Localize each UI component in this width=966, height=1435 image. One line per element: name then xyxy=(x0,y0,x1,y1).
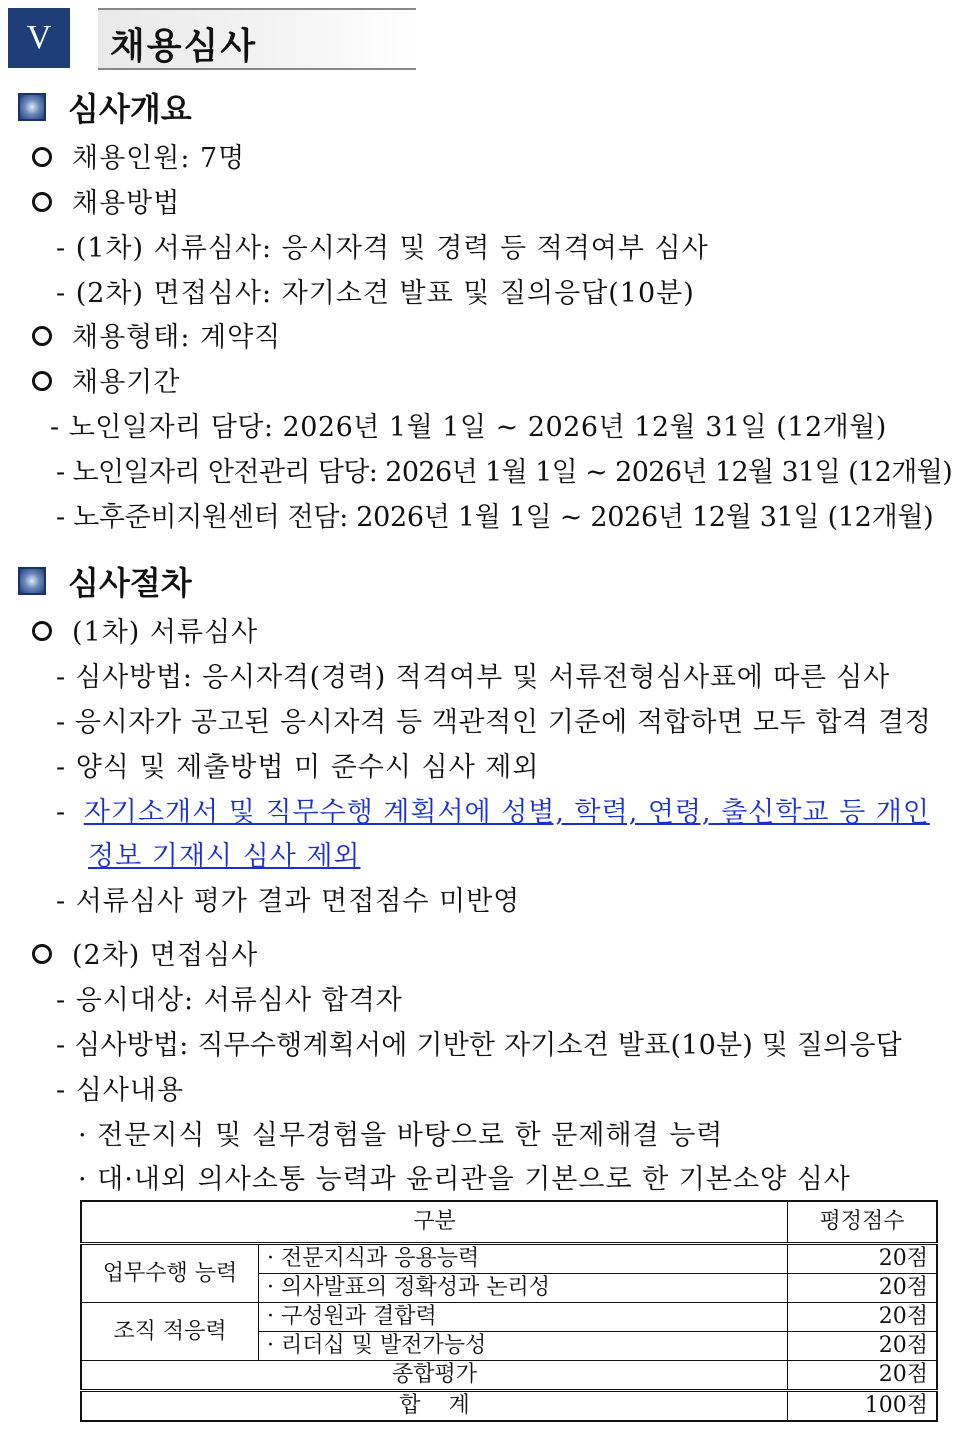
section-title-text: 심사개요 xyxy=(68,90,192,128)
list-item: - (2차) 면접심사: 자기소견 발표 및 질의응답(10분) xyxy=(56,278,695,309)
circle-bullet-icon xyxy=(32,192,52,212)
list-item: - 심사내용 xyxy=(56,1075,185,1106)
table-row xyxy=(81,1244,937,1274)
row-score: 20점 xyxy=(788,1244,938,1274)
circle-bullet-icon xyxy=(32,147,52,167)
circle-bullet-icon xyxy=(32,326,52,346)
section-title-text: 심사절차 xyxy=(68,564,192,602)
list-item: - 양식 및 제출방법 미 준수시 심사 제외 xyxy=(56,752,540,783)
section-overview-title xyxy=(18,84,192,130)
row-item: · 리더십 및 발전가능성 xyxy=(259,1332,788,1361)
list-item: - 응시대상: 서류심사 합격자 xyxy=(56,985,403,1016)
row-item: · 구성원과 결합력 xyxy=(259,1303,788,1332)
list-item: - (1차) 서류심사: 응시자격 및 경력 등 적격여부 심사 xyxy=(56,233,709,264)
total-score: 100점 xyxy=(788,1391,938,1422)
list-item: 채용형태: 계약직 xyxy=(32,315,281,354)
row-item: · 전문지식과 응용능력 xyxy=(259,1244,788,1274)
list-item: - 노후준비지원센터 전담: 2026년 1월 1일 ~ 2026년 12월 31일 (12개월) xyxy=(56,502,934,533)
row-score: 20점 xyxy=(788,1274,938,1303)
row-item: · 의사발표의 정확성과 논리성 xyxy=(259,1274,788,1303)
chapter-number: V xyxy=(8,8,70,68)
circle-bullet-icon xyxy=(32,944,52,964)
square-bullet-icon xyxy=(18,567,46,595)
list-item: - 노인일자리 안전관리 담당: 2026년 1월 1일 ~ 2026년 12월 31일 (12개월) xyxy=(56,457,953,488)
list-item: - 응시자가 공고된 응시자격 등 객관적인 기준에 적합하면 모두 합격 결정 xyxy=(56,707,932,738)
header-score: 평정점수 xyxy=(788,1201,938,1244)
overall-score: 20점 xyxy=(788,1361,938,1391)
notice-item: - 자기소개서 및 직무수행 계획서에 성별, 학력, 연령, 출신학교 등 개인 xyxy=(56,797,930,828)
score-table xyxy=(80,1200,938,1422)
circle-bullet-icon xyxy=(32,621,52,641)
sub-item: · 전문지식 및 실무경험을 바탕으로 한 문제해결 능력 xyxy=(78,1120,724,1151)
table-row xyxy=(81,1303,937,1332)
group-org-adaptability: 조직 적응력 xyxy=(81,1303,259,1361)
list-item: 채용방법 xyxy=(32,181,180,220)
notice-link-line2[interactable]: 정보 기재시 심사 제외 xyxy=(88,841,361,872)
notice-link-line1[interactable]: 자기소개서 및 직무수행 계획서에 성별, 학력, 연령, 출신학교 등 개인 xyxy=(83,797,930,828)
chapter-title-box xyxy=(98,8,416,70)
list-item: (1차) 서류심사 xyxy=(32,610,258,649)
list-item: 채용인원: 7명 xyxy=(32,136,245,175)
chapter-title: 채용심사 xyxy=(110,26,258,67)
square-bullet-icon xyxy=(18,93,46,121)
table-header-row xyxy=(81,1201,937,1244)
list-item: - 서류심사 평가 결과 면접점수 미반영 xyxy=(56,886,521,917)
section-procedure-title xyxy=(18,558,192,604)
sub-item: · 대·내외 의사소통 능력과 윤리관을 기본으로 한 기본소양 심사 xyxy=(78,1164,851,1195)
group-work-ability: 업무수행 능력 xyxy=(81,1244,259,1303)
table-row-total xyxy=(81,1391,937,1422)
list-item: - 심사방법: 직무수행계획서에 기반한 자기소견 발표(10분) 및 질의응답 xyxy=(56,1030,902,1061)
overall-label: 종합평가 xyxy=(81,1361,788,1391)
row-score: 20점 xyxy=(788,1303,938,1332)
list-item: (2차) 면접심사 xyxy=(32,933,258,972)
header-category: 구분 xyxy=(81,1201,788,1244)
circle-bullet-icon xyxy=(32,371,52,391)
total-label: 합 계 xyxy=(81,1391,788,1422)
row-score: 20점 xyxy=(788,1332,938,1361)
table-row-overall xyxy=(81,1361,937,1391)
list-item: 채용기간 xyxy=(32,360,180,399)
list-item: - 노인일자리 담당: 2026년 1월 1일 ~ 2026년 12월 31일 (12개월) xyxy=(50,412,887,443)
list-item: - 심사방법: 응시자격(경력) 적격여부 및 서류전형심사표에 따른 심사 xyxy=(56,662,890,693)
